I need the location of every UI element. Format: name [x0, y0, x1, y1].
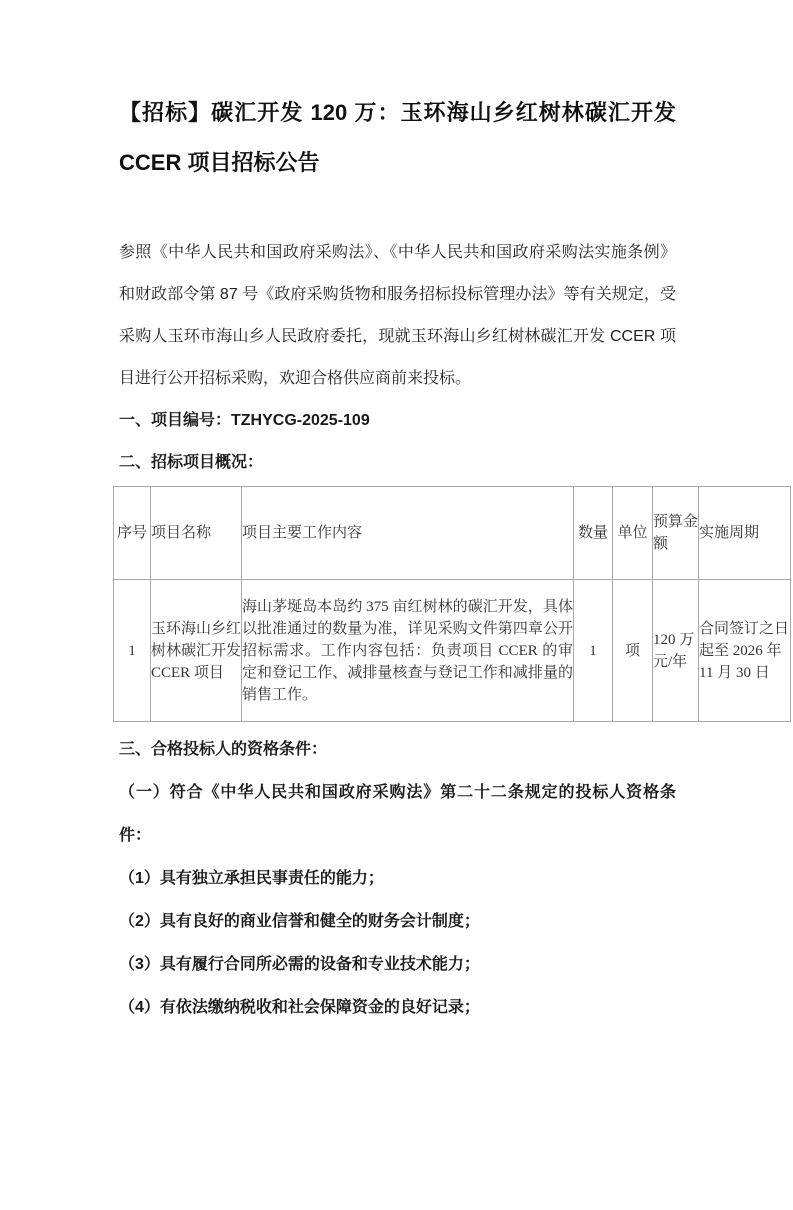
table-header-row [114, 487, 791, 580]
qualification-item-3: （3）具有履行合同所必需的设备和专业技术能力； [119, 956, 480, 973]
cell-seq: 1 [114, 580, 151, 722]
qualification-item-1: （1）具有独立承担民事责任的能力； [119, 870, 384, 887]
header-content: 项目主要工作内容 [242, 487, 574, 580]
header-unit: 单位 [613, 487, 653, 580]
header-name: 项目名称 [151, 487, 242, 580]
qualification-section [119, 728, 676, 1029]
section-2-heading: 二、招标项目概况： [119, 454, 264, 471]
cell-budget: 120 万元/年 [653, 580, 699, 722]
cell-name: 玉环海山乡红树林碳汇开发 CCER 项目 [151, 580, 242, 722]
project-overview-table-wrap [113, 486, 790, 722]
cell-content: 海山茅埏岛本岛约 375 亩红树林的碳汇开发，具体以批准通过的数量为准，详见采购文件第四章公开招标需求。工作内容包括：负责项目 CCER 的审定和登记工作、减排量核查与登记工作和减排量的销售工作。 [242, 580, 574, 722]
document-content [0, 88, 793, 1029]
header-quantity: 数量 [574, 487, 613, 580]
header-seq: 序号 [114, 487, 151, 580]
project-overview-table [113, 486, 791, 722]
document-title: 【招标】碳汇开发 120 万：玉环海山乡红树林碳汇开发 CCER 项目招标公告 [119, 100, 676, 175]
header-period: 实施周期 [699, 487, 791, 580]
table-row [114, 580, 791, 722]
qualification-item-4: （4）有依法缴纳税收和社会保障资金的良好记录； [119, 999, 480, 1016]
header-budget: 预算金额 [653, 487, 699, 580]
cell-unit: 项 [613, 580, 653, 722]
qualification-item-2: （2）具有良好的商业信誉和健全的财务会计制度； [119, 913, 480, 930]
document-page [0, 88, 793, 1210]
section-3-heading: 三、合格投标人的资格条件： [119, 741, 328, 758]
qualification-intro: （一）符合《中华人民共和国政府采购法》第二十二条规定的投标人资格条件： [119, 784, 676, 844]
intro-paragraph: 参照《中华人民共和国政府采购法》、《中华人民共和国政府采购法实施条例》和财政部令第 87 号《政府采购货物和服务招标投标管理办法》等有关规定，受采购人玉环市海山乡人民政府委托，现就玉环海山乡红树林碳汇开发 CCER 项目进行公开招标采购，欢迎合格供应商前来投标。 [119, 244, 676, 387]
cell-quantity: 1 [574, 580, 613, 722]
cell-period: 合同签订之日起至 2026 年 11 月 30 日 [699, 580, 791, 722]
section-1-heading: 一、项目编号：TZHYCG-2025-109 [119, 412, 370, 429]
